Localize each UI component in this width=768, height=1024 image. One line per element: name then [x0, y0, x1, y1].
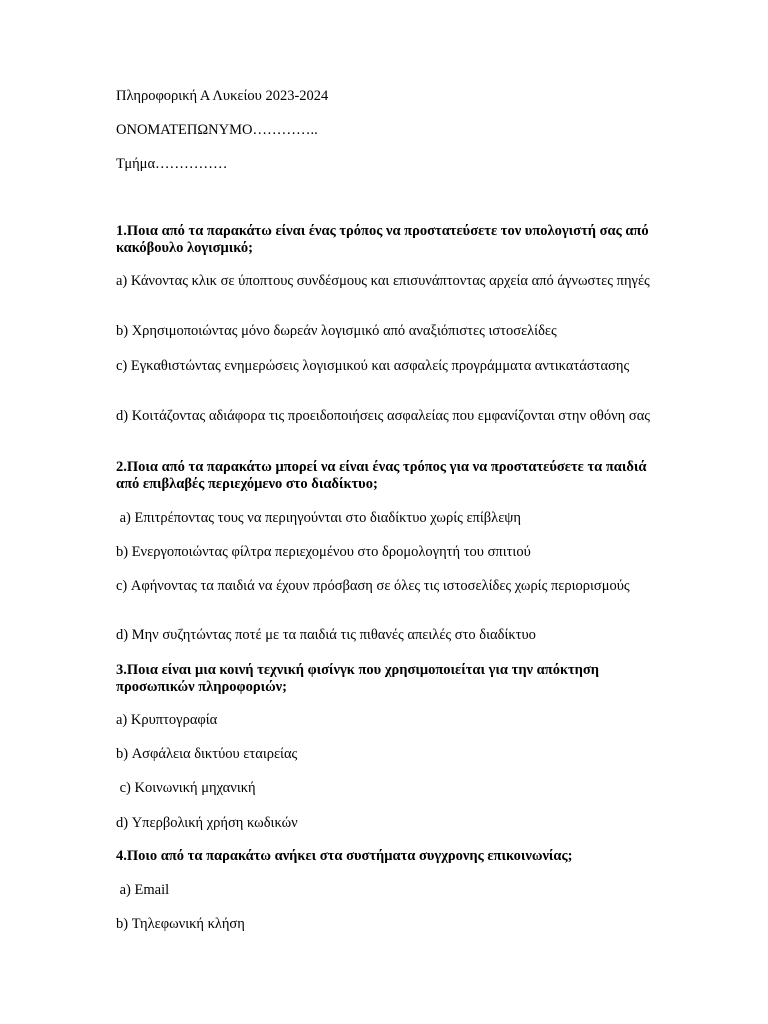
- question-2-option-b: b) Ενεργοποιώντας φίλτρα περιεχομένου στο δρομολογητή του σπιτιού: [116, 544, 531, 560]
- question-4-text: 4.Ποιο από τα παρακάτω ανήκει στα συστήματα συγχρονης επικοινωνίας;: [116, 848, 573, 864]
- question-1-option-b: b) Χρησιμοποιώντας μόνο δωρεάν λογισμικό από αναξιόπιστες ιστοσελίδες: [116, 323, 557, 339]
- document-title: Πληροφορική Α Λυκείου 2023-2024: [116, 88, 329, 104]
- question-1-text: 1.Ποια από τα παρακάτω είναι ένας τρόπος να προστατεύσετε τον υπολογιστή σας από κακόβουλο λογισμικό;: [116, 223, 653, 256]
- question-2-text: 2.Ποια από τα παρακάτω μπορεί να είναι ένας τρόπος για να προστατεύσετε τα παιδιά από επιβλαβές περιεχόμενο στο διαδίκτυο;: [116, 459, 651, 492]
- class-field-line: Τμήμα……………: [116, 156, 228, 172]
- question-1-option-d: d) Κοιτάζοντας αδιάφορα τις προειδοποιήσεις ασφαλείας που εμφανίζονται στην οθόνη σας: [116, 408, 651, 424]
- question-3-option-d: d) Υπερβολική χρήση κωδικών: [116, 815, 298, 831]
- question-3-text: 3.Ποια είναι μια κοινή τεχνική φισίνγκ που χρησιμοποιείται για την απόκτηση προσωπικών πληροφοριών;: [116, 662, 603, 695]
- question-3-option-c: c) Κοινωνική μηχανική: [116, 780, 256, 796]
- question-3-option-a: a) Κρυπτογραφία: [116, 712, 218, 728]
- question-3-option-b: b) Ασφάλεια δικτύου εταιρείας: [116, 746, 298, 762]
- question-4-option-a: a) Email: [116, 882, 170, 898]
- question-1-option-c: c) Εγκαθιστώντας ενημερώσεις λογισμικού και ασφαλείς προγράμματα αντικατάστασης: [116, 358, 630, 374]
- question-2-option-a: a) Επιτρέποντας τους να περιηγούνται στο διαδίκτυο χωρίς επίβλεψη: [116, 510, 521, 526]
- question-4-option-b: b) Τηλεφωνική κλήση: [116, 916, 245, 932]
- question-2-option-c: c) Αφήνοντας τα παιδιά να έχουν πρόσβαση σε όλες τις ιστοσελίδες χωρίς περιορισμούς: [116, 578, 630, 594]
- name-field-line: ΟΝΟΜΑΤΕΠΩΝΥΜΟ…………..: [116, 122, 318, 138]
- question-2-option-d: d) Μην συζητώντας ποτέ με τα παιδιά τις πιθανές απειλές στο διαδίκτυο: [116, 627, 536, 643]
- question-1-option-a: a) Κάνοντας κλικ σε ύποπτους συνδέσμους και επισυνάπτοντας αρχεία από άγνωστες πηγές: [116, 273, 650, 289]
